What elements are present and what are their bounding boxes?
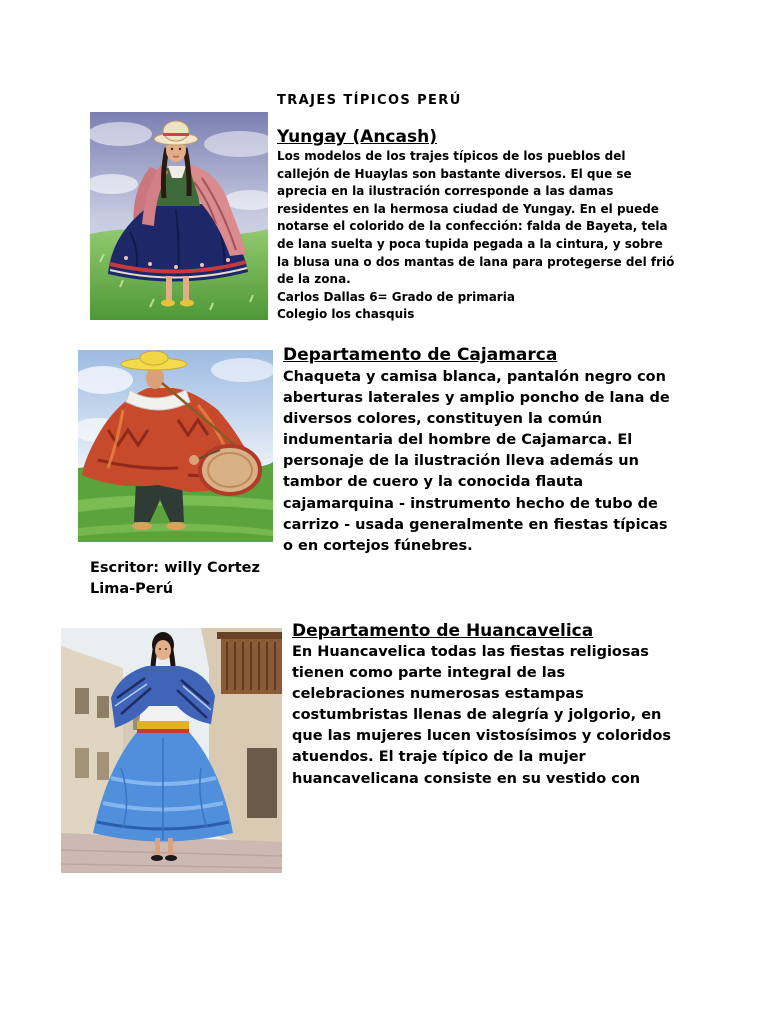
shoe-left bbox=[132, 522, 152, 530]
cajamarca-text-line: tambor de cuero y la conocida flauta bbox=[283, 474, 584, 491]
huancavelica-text-line: huancavelicana consiste en su vestido con bbox=[292, 770, 641, 787]
yungay-credit-line: Colegio los chasquis bbox=[277, 307, 415, 322]
cajamarca-text-line: Chaqueta y camisa blanca, pantalón negro con bbox=[283, 369, 666, 385]
leg-left bbox=[166, 276, 172, 300]
yungay-text-line: de la zona. bbox=[277, 272, 351, 287]
huancavelica-text-line: tienen como parte integral de las bbox=[292, 665, 566, 682]
huancavelica-heading: Departamento de Huancavelica bbox=[292, 621, 594, 641]
cajamarca-text-line: indumentaria del hombre de Cajamarca. El bbox=[283, 432, 633, 449]
huancavelica-text-line: celebraciones numerosas estampas bbox=[292, 686, 584, 703]
leg-right bbox=[168, 838, 173, 856]
yungay-text-line: callejón de Huaylas son bastante diversos. El que se bbox=[277, 166, 632, 181]
yungay-costume-illustration bbox=[90, 112, 268, 320]
cajamarca-paragraph bbox=[283, 367, 670, 557]
shoe-right bbox=[165, 855, 177, 861]
shoe-right bbox=[166, 522, 186, 530]
cajamarca-text-line: carrizo - usada generalmente en fiestas típicas bbox=[283, 516, 668, 533]
wooden-balcony bbox=[217, 632, 282, 694]
yungay-text-line: de lana suelta y poca tupida pegada a la cintura, y sobre bbox=[277, 236, 663, 251]
drum bbox=[200, 446, 260, 494]
yungay-heading: Yungay (Ancash) bbox=[277, 127, 437, 147]
hand bbox=[189, 455, 199, 465]
shoe-left bbox=[151, 855, 163, 861]
huancavelica-text-line: costumbristas llenas de alegría y jolgorio, en bbox=[292, 707, 662, 724]
author-block bbox=[90, 558, 260, 600]
face bbox=[155, 640, 171, 660]
leg-right bbox=[183, 276, 189, 300]
huancavelica-costume-illustration bbox=[61, 628, 282, 873]
yungay-text-line: notarse el colorido de la confección: falda de Bayeta, tela bbox=[277, 219, 668, 234]
huancavelica-text-line: En Huancavelica todas las fiestas religiosas bbox=[292, 644, 649, 660]
cajamarca-text-line: personaje de la ilustración lleva además un bbox=[283, 453, 639, 470]
yungay-text-line: aprecia en la ilustración corresponde a las damas bbox=[277, 184, 614, 199]
author-writer: Escritor: willy Cortez bbox=[90, 560, 260, 576]
cajamarca-text-line: o en cortejos fúnebres. bbox=[283, 537, 473, 554]
cajamarca-text-line: cajamarquina - instrumento hecho de tubo de bbox=[283, 495, 658, 512]
huancavelica-text-line: que las mujeres lucen vistosísimos y coloridos bbox=[292, 728, 671, 745]
doorway bbox=[247, 748, 277, 818]
yungay-credit-line: Carlos Dallas 6= Grado de primaria bbox=[277, 289, 515, 304]
yungay-text-line: Los modelos de los trajes típicos de los pueblos del bbox=[277, 149, 626, 163]
leg-left bbox=[155, 838, 160, 856]
yungay-paragraph bbox=[277, 148, 674, 324]
document-title: TRAJES TÍPICOS PERÚ bbox=[277, 93, 462, 108]
yungay-text-line: residentes en la hermosa ciudad de Yungay. En el puede bbox=[277, 201, 659, 216]
author-place: Lima-Perú bbox=[90, 581, 174, 598]
shoe-left bbox=[161, 300, 175, 307]
shoe-right bbox=[180, 300, 194, 307]
waist-band bbox=[137, 721, 189, 729]
cajamarca-text-line: diversos colores, constituyen la común bbox=[283, 411, 603, 428]
huancavelica-text-line: atuendos. El traje típico de la mujer bbox=[292, 749, 586, 766]
cajamarca-text-line: aberturas laterales y amplio poncho de lana de bbox=[283, 390, 670, 407]
cajamarca-heading: Departamento de Cajamarca bbox=[283, 345, 558, 365]
cajamarca-costume-illustration bbox=[78, 350, 273, 542]
yungay-text-line: la blusa una o dos mantas de lana para protegerse del frió bbox=[277, 254, 675, 269]
huancavelica-paragraph bbox=[292, 642, 671, 790]
